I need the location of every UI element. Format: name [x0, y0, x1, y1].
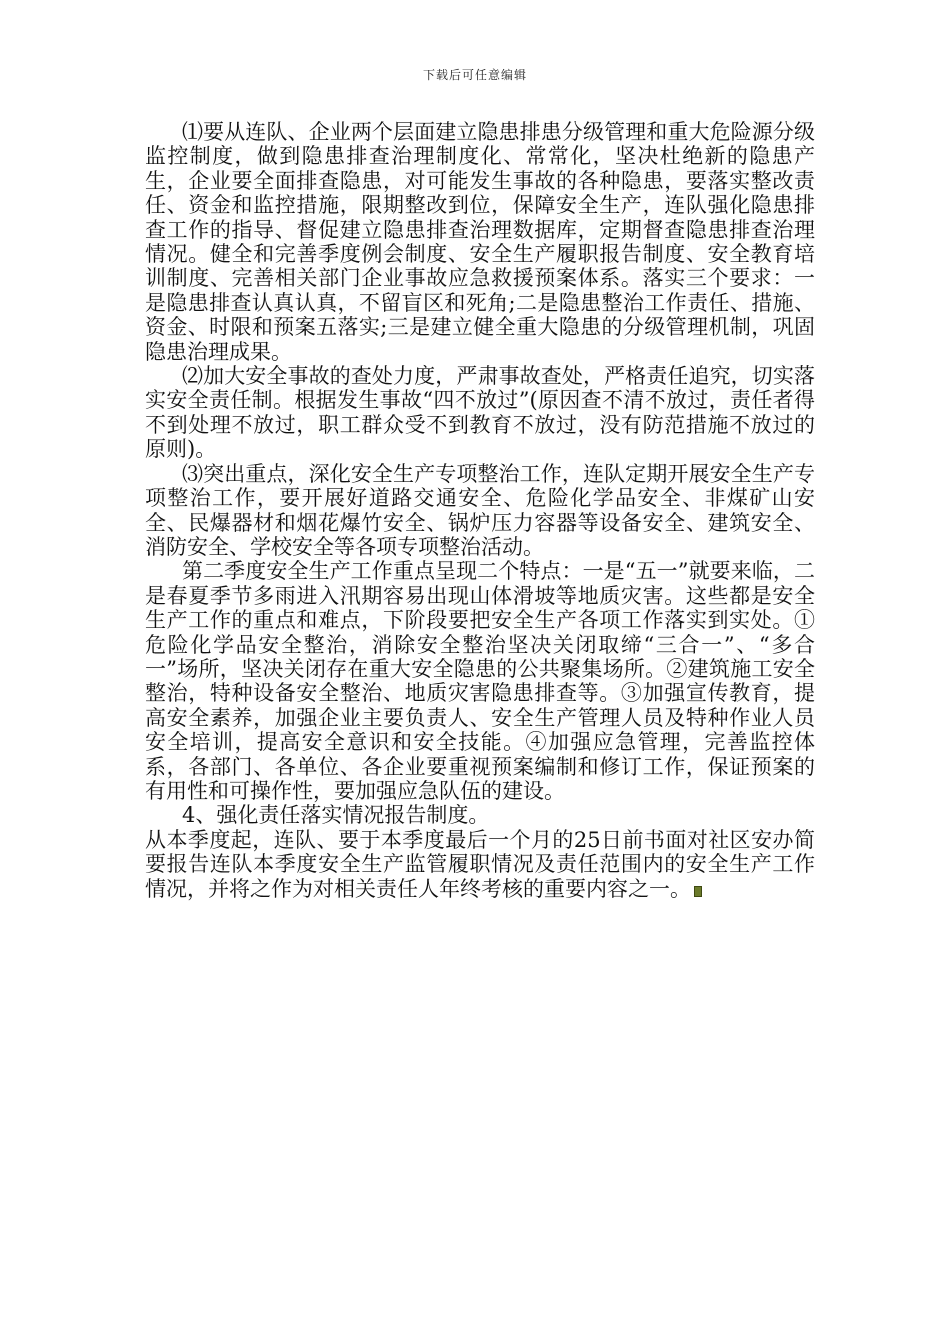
paragraph-5: 4、强化责任落实情况报告制度。: [182, 803, 490, 828]
paragraph-1: ⑴要从连队、企业两个层面建立隐患排患分级管理和重大危险源分级监控制度，做到隐患排查治理制度化、常常化，坚决杜绝新的隐患产生，企业要全面排查隐患，对可能发生事故的各种隐患，要落实整改责任、资金和监控措施，限期整改到位，保障安全生产，连队强化隐患排查工作的指导、督促建立隐患排查治理数据库，定期督查隐患排查治理情况。健全和完善季度例会制度、安全生产履职报告制度、安全教育培训制度、完善相关部门企业事故应急救援预案体系。落实三个要求：一是隐患排查认真认真，不留盲区和死角;二是隐患整治工作责任、措施、资金、时限和预案五落实;三是建立健全重大隐患的分级管理机制，巩固隐患治理成果。: [145, 120, 815, 364]
paragraph-6: [145, 828, 815, 901]
page-header: 下载后可任意编辑: [422, 68, 527, 82]
paragraph-3: ⑶突出重点，深化安全生产专项整治工作，连队定期开展安全生产专项整治工作，要开展好道路交通安全、危险化学品安全、非煤矿山安全、民爆器材和烟花爆竹安全、锅炉压力容器等设备安全、建筑安全、消防安全、学校安全等各项专项整治活动。: [145, 461, 815, 559]
document-body: [145, 120, 815, 901]
paragraph-2: ⑵加大安全事故的查处力度，严肃事故查处，严格责任追究，切实落实安全责任制。根据发生事故“四不放过”(原因查不清不放过，责任者得不到处理不放过，职工群众受不到教育不放过，没有防范措施不放过的原则)。: [145, 364, 815, 462]
end-of-document-icon: [694, 886, 702, 897]
paragraph-4: 第二季度安全生产工作重点呈现二个特点：一是“五一”就要来临，二是春夏季节多雨进入汛期容易出现山体滑坡等地质灾害。这些都是安全生产工作的重点和难点，下阶段要把安全生产各项工作落实到实处。①危险化学品安全整治，消除安全整治坚决关闭取缔“三合一”、“多合一”场所，坚决关闭存在重大安全隐患的公共聚集场所。②建筑施工安全整治，特种设备安全整治、地质灾害隐患排查等。③加强宣传教育，提高安全素养，加强企业主要负责人、安全生产管理人员及特种作业人员安全培训，提高安全意识和安全技能。④加强应急管理，完善监控体系，各部门、各单位、各企业要重视预案编制和修订工作，保证预案的有用性和可操作性，要加强应急队伍的建设。: [145, 559, 815, 803]
paragraph-6-text: 从本季度起，连队、要于本季度最后一个月的25日前书面对社区安办简要报告连队本季度安全生产监管履职情况及责任范围内的安全生产工作情况，并将之作为对相关责任人年终考核的重要内容之一。: [145, 827, 815, 901]
